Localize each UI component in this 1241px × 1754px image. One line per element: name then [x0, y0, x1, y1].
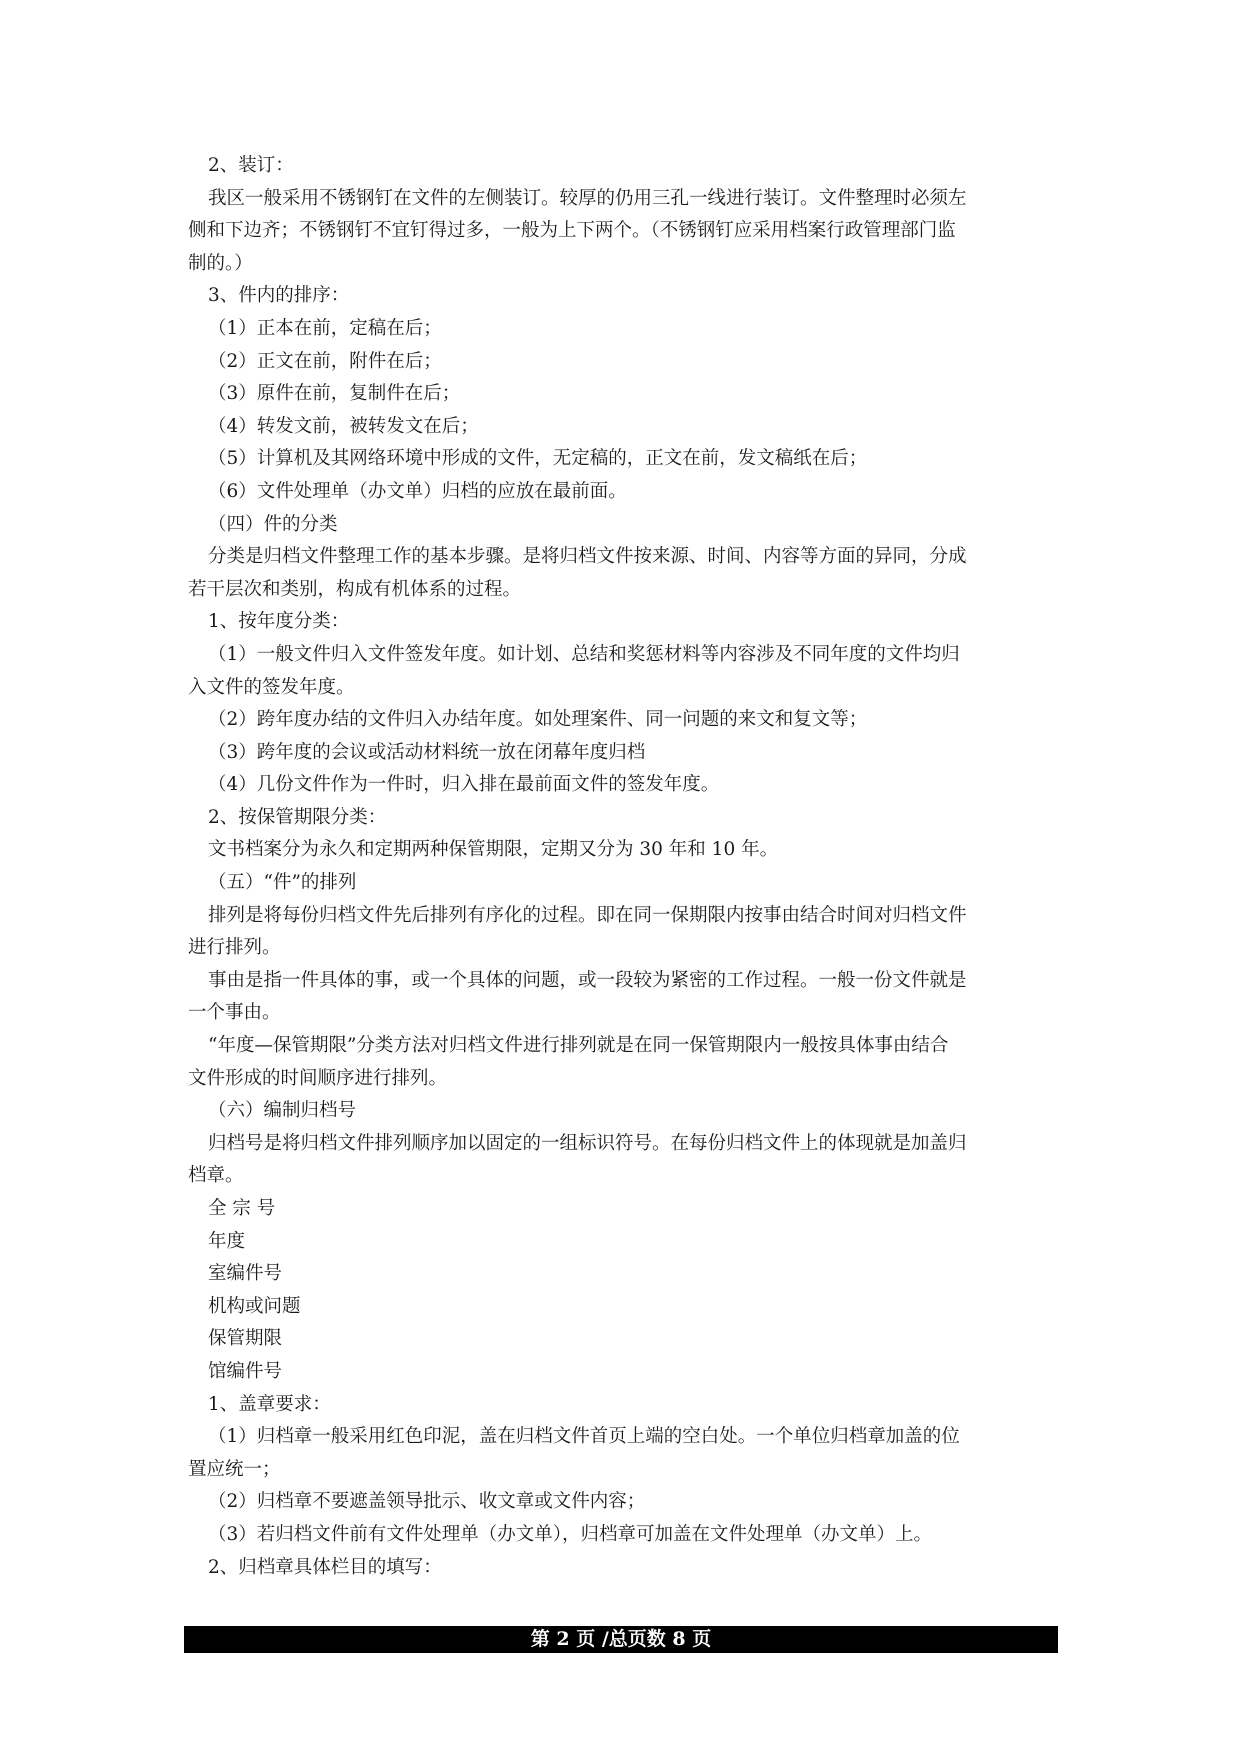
text-line: （四）件的分类: [208, 513, 338, 535]
text-line: （3）跨年度的会议或活动材料统一放在闭幕年度归档: [208, 741, 646, 763]
text-line: （4）几份文件作为一件时，归入排在最前面文件的签发年度。: [208, 774, 720, 796]
text-line: 保管期限: [208, 1328, 283, 1350]
text-line: （五）“件”的排列: [208, 872, 357, 894]
text-line: （6）文件处理单（办文单）归档的应放在最前面。: [208, 480, 627, 502]
text-line: 年度: [208, 1230, 246, 1252]
text-line: 2、装订：: [208, 155, 294, 176]
text-line: （3）原件在前，复制件在后；: [208, 383, 461, 405]
text-line: 全 宗 号: [208, 1198, 276, 1219]
text-line: 馆编件号: [208, 1360, 283, 1382]
text-line: 档章。: [188, 1165, 244, 1187]
page-footer: 第 2 页 /总页数 8 页: [184, 1626, 1058, 1653]
text-line: 一个事由。: [188, 1002, 281, 1024]
text-line: 机构或问题: [208, 1295, 301, 1317]
text-line: 置应统一；: [188, 1458, 281, 1480]
text-line: 室编件号: [208, 1263, 283, 1285]
text-line: 2、归档章具体栏目的填写：: [208, 1556, 442, 1578]
text-line: 排列是将每份归档文件先后排列有序化的过程。即在同一保期限内按事由结合时间对归档文件: [208, 904, 967, 926]
text-line: （2）跨年度办结的文件归入办结年度。如处理案件、同一问题的来文和复文等；: [208, 709, 868, 731]
text-line: （1）正本在前，定稿在后；: [208, 317, 442, 339]
text-line: 文件形成的时间顺序进行排列。: [188, 1067, 448, 1089]
text-line: 进行排列。: [188, 937, 281, 959]
text-line: （5）计算机及其网络环境中形成的文件，无定稿的，正文在前，发文稿纸在后；: [208, 448, 868, 470]
text-line: （2）归档章不要遮盖领导批示、收文章或文件内容；: [208, 1491, 646, 1513]
text-line: 1、按年度分类：: [208, 611, 350, 633]
text-line: 文书档案分为永久和定期两种保管期限，定期又分为 30 年和 10 年。: [208, 839, 779, 861]
text-line: （4）转发文前，被转发文在后；: [208, 415, 479, 437]
text-line: 侧和下边齐；不锈钢钉不宜钉得过多，一般为上下两个。（不锈钢钉应采用档案行政管理部门监: [188, 220, 956, 242]
text-line: 1、盖章要求：: [208, 1393, 331, 1415]
text-line: （3）若归档文件前有文件处理单（办文单），归档章可加盖在文件处理单（办文单）上。: [208, 1523, 933, 1545]
text-line: 入文件的签发年度。: [188, 676, 355, 698]
text-line: （六）编制归档号: [208, 1100, 357, 1122]
text-line: 我区一般采用不锈钢钉在文件的左侧装订。较厚的仍用三孔一线进行装订。文件整理时必须左: [208, 187, 967, 209]
document-body: [188, 150, 1068, 1584]
text-line: 2、按保管期限分类：: [208, 806, 387, 828]
text-line: 制的。）: [188, 252, 253, 274]
text-line: （2）正文在前，附件在后；: [208, 350, 442, 372]
text-line: 若干层次和类别，构成有机体系的过程。: [188, 578, 522, 600]
text-line: 分类是归档文件整理工作的基本步骤。是将归档文件按来源、时间、内容等方面的异同，分成: [208, 546, 967, 568]
text-line: （1）归档章一般采用红色印泥，盖在归档文件首页上端的空白处。一个单位归档章加盖的位: [208, 1426, 960, 1448]
text-line: 3、件内的排序：: [208, 285, 350, 307]
text-line: 事由是指一件具体的事，或一个具体的问题，或一段较为紧密的工作过程。一般一份文件就是: [208, 969, 967, 991]
text-line: （1）一般文件归入文件签发年度。如计划、总结和奖惩材料等内容涉及不同年度的文件均归: [208, 643, 960, 665]
text-line: 归档号是将归档文件排列顺序加以固定的一组标识符号。在每份归档文件上的体现就是加盖归: [208, 1132, 967, 1154]
text-line: “年度—保管期限”分类方法对归档文件进行排列就是在同一保管期限内一般按具体事由结合: [208, 1035, 949, 1057]
